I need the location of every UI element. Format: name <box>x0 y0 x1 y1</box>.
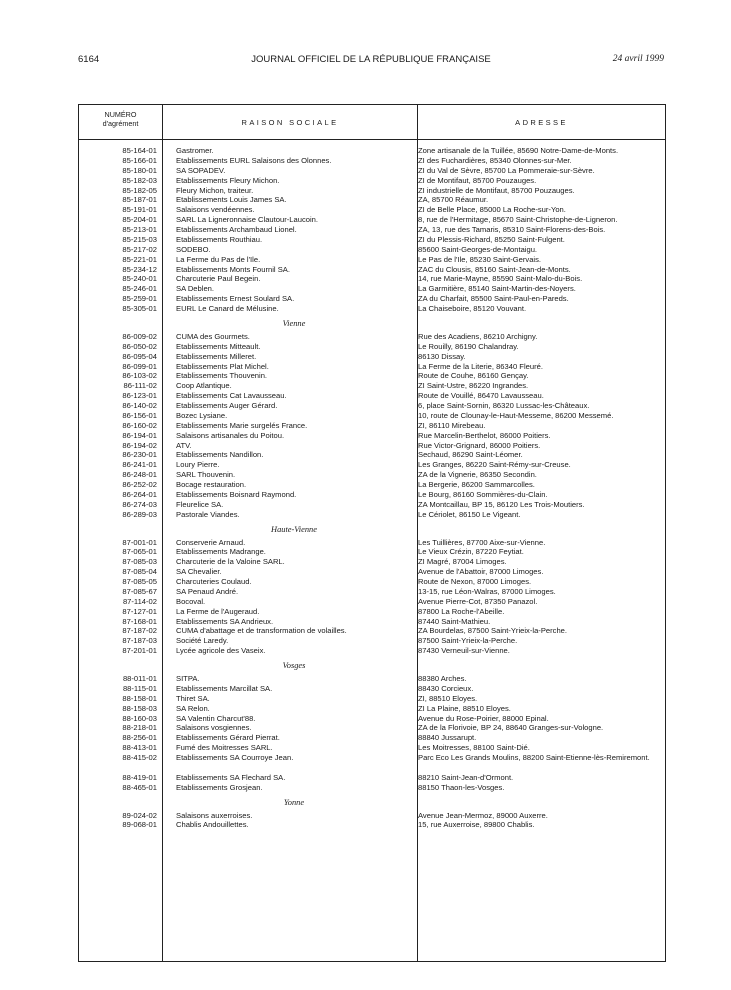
table-row <box>79 391 665 401</box>
address: Route de Couhe, 86160 Gençay. <box>418 371 529 381</box>
address: La Chaiseboire, 85120 Vouvant. <box>418 304 527 313</box>
address: ZI La Plaine, 88510 Eloyes. <box>418 703 511 713</box>
table-row <box>79 146 665 156</box>
address: ZA Montcaillau, BP 15, 86120 Les Trois-Moutiers. <box>418 499 585 509</box>
approval-number: 86-111-02 <box>123 381 157 391</box>
address: Sechaud, 86290 Saint-Léomer. <box>418 450 523 460</box>
company-name: Coop Atlantique. <box>176 381 232 391</box>
approval-number: 85-305-01 <box>122 304 157 313</box>
page-header <box>78 54 664 68</box>
address: 86130 Dissay. <box>418 351 466 361</box>
approval-number: 85-246-01 <box>122 284 157 294</box>
header-number-line1: NUMÉRO <box>104 110 137 119</box>
company-name: La Ferme du Pas de l'Ile. <box>176 254 261 264</box>
address: 8, rue de l'Hermitage, 85670 Saint-Christophe-de-Ligneron. <box>418 215 618 225</box>
table-row <box>79 352 665 362</box>
address: Le Bourg, 86160 Sommières-du-Clain. <box>418 489 548 499</box>
approval-number: 85-240-01 <box>122 274 157 284</box>
approval-number: 87-127-01 <box>122 606 157 616</box>
address: Les Tuillières, 87700 Aixe-sur-Vienne. <box>418 537 546 547</box>
address: ZI du Plessis-Richard, 85250 Saint-Fulgent. <box>418 234 565 244</box>
table-row <box>79 733 665 743</box>
company-name: SA SOPADEV. <box>176 165 226 175</box>
company-name: Etablissements SA Courroye Jean. <box>176 753 294 762</box>
approval-number: 85-204-01 <box>122 215 157 225</box>
company-name: Fumé des Moitresses SARL. <box>176 743 273 753</box>
approval-number: 85-221-01 <box>122 254 157 264</box>
address: 88840 Jussarupt. <box>418 733 477 743</box>
approval-number: 86-009-02 <box>122 331 157 341</box>
approval-number: 85-166-01 <box>122 155 157 165</box>
company-name: CUMA d'abattage et de transformation de volailles. <box>176 626 347 636</box>
table-row <box>79 265 665 275</box>
table-row <box>79 205 665 215</box>
table-row <box>79 714 665 724</box>
table-row <box>79 255 665 265</box>
address: ZI des Fuchardières, 85340 Olonnes-sur-Mer. <box>418 155 572 165</box>
table-row <box>79 773 665 783</box>
approval-number: 85-180-01 <box>122 165 157 175</box>
table-row <box>79 235 665 245</box>
company-name: SARL La Ligneronnaise Clautour-Laucoin. <box>176 215 318 225</box>
company-name: Etablissements Mitteault. <box>176 341 261 351</box>
section-heading-label: Haute-Vienne <box>271 524 317 534</box>
company-name: Etablissements EURL Salaisons des Olonnes. <box>176 155 332 165</box>
address: ZA de la Florivoie, BP 24, 88640 Granges-sur-Vologne. <box>418 723 604 733</box>
approval-number: 86-103-02 <box>122 371 157 381</box>
approval-number: 86-050-02 <box>122 341 157 351</box>
approval-number: 85-164-01 <box>122 146 157 155</box>
address: 15, rue Auxerroise, 89800 Chablis. <box>418 820 535 830</box>
company-name: EURL Le Canard de Mélusine. <box>176 304 279 313</box>
table-row <box>79 490 665 500</box>
approval-number: 88-158-01 <box>122 693 157 703</box>
company-name: Etablissements SA Flechard SA. <box>176 772 286 782</box>
company-name: Charcuterie Paul Begein. <box>176 274 261 284</box>
approval-table <box>78 104 666 962</box>
section-heading <box>79 314 665 332</box>
table-row <box>79 245 665 255</box>
approval-number: 88-160-03 <box>122 713 157 723</box>
company-name: Charcuterie de la Valoine SARL. <box>176 557 285 567</box>
approval-number: 85-187-01 <box>122 195 157 205</box>
table-row <box>79 674 665 684</box>
approval-number: 88-465-01 <box>122 782 157 792</box>
approval-number: 87-085-67 <box>122 586 157 596</box>
address: La Garmitière, 85140 Saint-Martin-des-Noyers. <box>418 284 576 294</box>
company-name: Thiret SA. <box>176 693 210 703</box>
approval-number: 88-115-01 <box>122 683 157 693</box>
address: Rue Marcelin-Berthelot, 86000 Poitiers. <box>418 430 551 440</box>
table-row <box>79 636 665 646</box>
address: 13-15, rue Léon-Walras, 87000 Limoges. <box>418 586 556 596</box>
address: ZA Bourdelas, 87500 Saint-Yrieix-la-Perche. <box>418 626 567 636</box>
table-row <box>79 577 665 587</box>
address: 6, place Saint-Sornin, 86320 Lussac-les-Châteaux. <box>418 401 590 410</box>
approval-number: 86-160-02 <box>122 420 157 430</box>
company-name: Etablissements SA Andrieux. <box>176 616 274 626</box>
approval-number: 89-068-01 <box>122 820 157 830</box>
address: ZI, 88510 Eloyes. <box>418 693 478 703</box>
approval-number: 89-024-02 <box>122 810 157 820</box>
approval-number: 86-123-01 <box>122 391 157 401</box>
approval-number: 85-234-12 <box>122 264 157 274</box>
approval-number: 86-230-01 <box>122 450 157 460</box>
company-name: Etablissements Cat Lavausseau. <box>176 391 287 401</box>
table-row <box>79 646 665 656</box>
company-name: Etablissements Monts Fournil SA. <box>176 264 290 274</box>
address: 88150 Thaon-les-Vosges. <box>418 782 505 792</box>
approval-number: 88-218-01 <box>122 723 157 733</box>
approval-number: 86-252-02 <box>122 480 157 489</box>
table-row <box>79 371 665 381</box>
company-name: SA Chevalier. <box>176 567 222 577</box>
approval-number: 86-095-04 <box>122 351 157 361</box>
table-row <box>79 401 665 411</box>
address: 88210 Saint-Jean-d'Ormont. <box>418 772 514 782</box>
table-row <box>79 284 665 294</box>
company-name: Etablissements Fleury Michon. <box>176 175 280 185</box>
approval-number: 88-256-01 <box>122 733 157 743</box>
address: 85600 Saint-Georges-de-Montaigu. <box>418 244 538 254</box>
approval-number: 85-191-01 <box>122 205 157 215</box>
approval-number: 86-099-01 <box>122 361 157 371</box>
company-name: Etablissements Plat Michel. <box>176 361 269 371</box>
table-row <box>79 362 665 372</box>
address: Le Rouilly, 86190 Chalandray. <box>418 341 519 351</box>
approval-number: 86-248-01 <box>122 470 157 480</box>
header-number-line2: d'agrément <box>102 118 139 128</box>
approval-number: 88-011-01 <box>122 674 157 683</box>
company-name: Bozec Lysiane. <box>176 410 228 420</box>
section-heading-label: Vienne <box>282 318 306 328</box>
address: Le Cériolet, 86150 Le Vigeant. <box>418 509 521 519</box>
company-name: Etablissements Madrange. <box>176 547 266 557</box>
table-row <box>79 587 665 597</box>
address: Rue des Acadiens, 86210 Archigny. <box>418 331 538 341</box>
table-row <box>79 820 665 830</box>
company-name: Bocage restauration. <box>176 480 247 489</box>
section-heading-label: Yonne <box>283 797 305 807</box>
approval-number: 86-194-02 <box>122 440 157 450</box>
company-name: Etablissements Auger Gérard. <box>176 401 278 410</box>
company-name: Etablissements Boisnard Raymond. <box>176 489 297 499</box>
address: ZI de Montifaut, 85700 Pouzauges. <box>418 175 537 185</box>
table-row <box>79 411 665 421</box>
table-row <box>79 547 665 557</box>
address: 87800 La Roche-l'Abeille. <box>418 606 505 616</box>
table-row <box>79 166 665 176</box>
table-row <box>79 684 665 694</box>
company-name: SODEBO. <box>176 244 211 254</box>
table-row <box>79 626 665 636</box>
company-name: La Ferme de l'Augeraud. <box>176 606 260 616</box>
approval-number: 85-182-05 <box>122 185 157 195</box>
table-row <box>79 195 665 205</box>
address: Rue Victor-Grignard, 86000 Poitiers. <box>418 440 541 450</box>
header-company-name: RAISON SOCIALE <box>241 118 339 127</box>
approval-number: 87-085-04 <box>122 567 157 577</box>
address: ZI Saint-Ustre, 86220 Ingrandes. <box>418 381 529 391</box>
table-row <box>79 500 665 510</box>
address: ZA de la Vignerie, 86350 Secondin. <box>418 470 537 480</box>
approval-number: 88-158-03 <box>122 703 157 713</box>
address: ZI du Val de Sèvre, 85700 La Pommeraie-sur-Sèvre. <box>418 165 595 175</box>
table-row <box>79 156 665 166</box>
approval-number: 87-001-01 <box>122 537 157 547</box>
address: 87430 Verneuil-sur-Vienne. <box>418 646 510 656</box>
table-row <box>79 441 665 451</box>
address: ZI Magré, 87004 Limoges. <box>418 557 507 567</box>
approval-number: 88-419-01 <box>122 772 157 782</box>
company-name: Etablissements Louis James SA. <box>176 195 287 205</box>
table-row <box>79 510 665 520</box>
section-heading-label: Vosges <box>282 661 306 670</box>
table-row <box>79 294 665 304</box>
address: Les Moitresses, 88100 Saint-Dié. <box>418 743 530 753</box>
approval-number: 87-085-03 <box>122 557 157 567</box>
company-name: SA Penaud André. <box>176 586 239 596</box>
company-name: Charcuteries Coulaud. <box>176 577 252 586</box>
table-row <box>79 176 665 186</box>
table-row <box>79 694 665 704</box>
address: Avenue de l'Abattoir, 87000 Limoges. <box>418 567 544 577</box>
approval-number: 86-264-01 <box>122 489 157 499</box>
company-name: SA Relon. <box>176 703 210 713</box>
section-heading <box>79 793 665 811</box>
address: 14, rue Marie-Mayne, 85590 Saint-Malo-du-Bois. <box>418 274 583 284</box>
company-name: Salaisons vendéennes. <box>176 205 255 215</box>
company-name: Gastromer. <box>176 146 214 155</box>
approval-number: 85-213-01 <box>122 225 157 234</box>
address: ZA, 13, rue des Tamaris, 85310 Saint-Florens-des-Bois. <box>418 225 606 234</box>
table-row <box>79 783 665 793</box>
company-name: Etablissements Ernest Soulard SA. <box>176 294 295 304</box>
approval-number: 87-201-01 <box>122 646 157 656</box>
company-name: Lycée agricole des Vaseix. <box>176 646 266 656</box>
address: Les Granges, 86220 Saint-Rémy-sur-Creuse. <box>418 460 571 470</box>
company-name: Etablissements Marcillat SA. <box>176 683 273 693</box>
company-name: Bocoval. <box>176 596 206 606</box>
table-row <box>79 460 665 470</box>
company-name: Etablissements Routhiau. <box>176 234 263 244</box>
company-name: Etablissements Nandillon. <box>176 450 264 460</box>
approval-number: 85-259-01 <box>122 294 157 304</box>
address: 88380 Arches. <box>418 674 467 683</box>
table-row <box>79 538 665 548</box>
company-name: Fleurelice SA. <box>176 499 224 509</box>
table-row <box>79 332 665 342</box>
table-row <box>79 215 665 225</box>
address: Route de Vouillé, 86470 Lavausseau. <box>418 391 544 401</box>
table-row <box>79 567 665 577</box>
approval-number: 87-168-01 <box>122 616 157 626</box>
table-row <box>79 753 665 773</box>
company-name: Conserverie Arnaud. <box>176 537 246 547</box>
header-address: ADRESSE <box>515 118 568 127</box>
company-name: CUMA des Gourmets. <box>176 331 250 341</box>
address: Avenue du Rose-Poirier, 88000 Epinal. <box>418 713 549 723</box>
address: Route de Nexon, 87000 Limoges. <box>418 577 532 586</box>
company-name: Etablissements Milleret. <box>176 351 257 361</box>
table-row <box>79 421 665 431</box>
table-row <box>79 743 665 753</box>
company-name: Salaisons auxerroises. <box>176 810 253 820</box>
table-row <box>79 557 665 567</box>
approval-number: 87-187-02 <box>122 626 157 636</box>
approval-number: 87-187-03 <box>122 636 157 646</box>
table-row <box>79 431 665 441</box>
company-name: SA Valentin Charcut'88. <box>176 713 256 723</box>
table-row <box>79 597 665 607</box>
company-name: SARL Thouvenin. <box>176 470 236 480</box>
address: Zone artisanale de la Tuillée, 85690 Notre-Dame-de-Monts. <box>418 146 619 155</box>
table-row <box>79 723 665 733</box>
address: Parc Eco Les Grands Moulins, 88200 Saint-Etienne-lès-Remiremont. <box>418 753 650 762</box>
company-name: Salaisons artisanales du Poitou. <box>176 430 285 440</box>
company-name: Fleury Michon, traiteur. <box>176 185 254 195</box>
table-row <box>79 225 665 235</box>
company-name: SITPA. <box>176 674 200 683</box>
table-row <box>79 704 665 714</box>
address: ZI industrielle de Montifaut, 85700 Pouzauges. <box>418 185 575 195</box>
approval-number: 87-065-01 <box>122 547 157 557</box>
approval-number: 87-114-02 <box>122 596 157 606</box>
table-row <box>79 304 665 314</box>
company-name: Etablissements Marie surgelés France. <box>176 420 308 430</box>
address: 87440 Saint-Mathieu. <box>418 616 491 626</box>
table-row <box>79 480 665 490</box>
company-name: Etablissements Thouvenin. <box>176 371 268 381</box>
approval-number: 85-182-03 <box>122 175 157 185</box>
company-name: Chablis Andouillettes. <box>176 820 249 830</box>
address: Le Pas de l'Ile, 85230 Saint-Gervais. <box>418 254 542 264</box>
company-name: Pastorale Viandes. <box>176 509 240 519</box>
company-name: Etablissements Grosjean. <box>176 782 263 792</box>
address: Le Vieux Crézin, 87220 Feytiat. <box>418 547 524 557</box>
address: Avenue Pierre-Cot, 87350 Panazol. <box>418 596 538 606</box>
company-name: Société Laredy. <box>176 636 229 646</box>
address: 88430 Corcieux. <box>418 683 474 693</box>
table-row <box>79 186 665 196</box>
approval-number: 88-413-01 <box>122 743 157 753</box>
address: ZI de Belle Place, 85000 La Roche-sur-Yon. <box>418 205 566 215</box>
table-row <box>79 381 665 391</box>
approval-number: 86-274-03 <box>122 499 157 509</box>
address: 10, route de Clounay-le-Haut-Messeme, 86200 Messemé. <box>418 410 614 420</box>
approval-number: 86-194-01 <box>122 430 157 440</box>
company-name: Etablissements Gérard Pierrat. <box>176 733 280 743</box>
table-header <box>79 105 665 140</box>
table-row <box>79 811 665 821</box>
approval-number: 86-289-03 <box>122 509 157 519</box>
approval-number: 86-140-02 <box>122 401 157 410</box>
company-name: Etablissements Archambaud Lionel. <box>176 225 297 234</box>
section-heading <box>79 656 665 674</box>
approval-number: 88-415-02 <box>122 753 157 762</box>
table-row <box>79 342 665 352</box>
approval-number: 86-156-01 <box>122 410 157 420</box>
section-heading <box>79 520 665 538</box>
company-name: Loury Pierre. <box>176 460 220 470</box>
header-number <box>79 111 162 128</box>
address: 87500 Saint-Yrieix-la-Perche. <box>418 636 518 646</box>
address: Avenue Jean-Mermoz, 89000 Auxerre. <box>418 810 548 820</box>
table-row <box>79 274 665 284</box>
table-row <box>79 450 665 460</box>
company-name: Salaisons vosgiennes. <box>176 723 252 733</box>
address: ZI, 86110 Mirebeau. <box>418 420 486 430</box>
address: ZA, 85700 Réaumur. <box>418 195 489 205</box>
company-name: SA Deblen. <box>176 284 214 294</box>
address: ZA du Charfait, 85500 Saint-Paul-en-Pareds. <box>418 294 569 304</box>
table-row <box>79 607 665 617</box>
table-body <box>79 146 665 830</box>
approval-number: 85-217-02 <box>122 244 157 254</box>
company-name: ATV. <box>176 440 192 450</box>
approval-number: 85-215-03 <box>122 234 157 244</box>
publication-date: 24 avril 1999 <box>612 54 664 64</box>
address: La Bergerie, 86200 Sammarcolles. <box>418 480 535 489</box>
approval-number: 86-241-01 <box>122 460 157 470</box>
table-row <box>79 470 665 480</box>
journal-title: JOURNAL OFFICIEL DE LA RÉPUBLIQUE FRANÇAISE <box>251 54 491 65</box>
address: La Ferme de la Literie, 86340 Fleuré. <box>418 361 543 371</box>
approval-number: 87-085-05 <box>122 577 157 586</box>
table-row <box>79 617 665 627</box>
address: ZAC du Clousis, 85160 Saint-Jean-de-Monts. <box>418 264 571 274</box>
page-number: 6164 <box>78 54 100 65</box>
